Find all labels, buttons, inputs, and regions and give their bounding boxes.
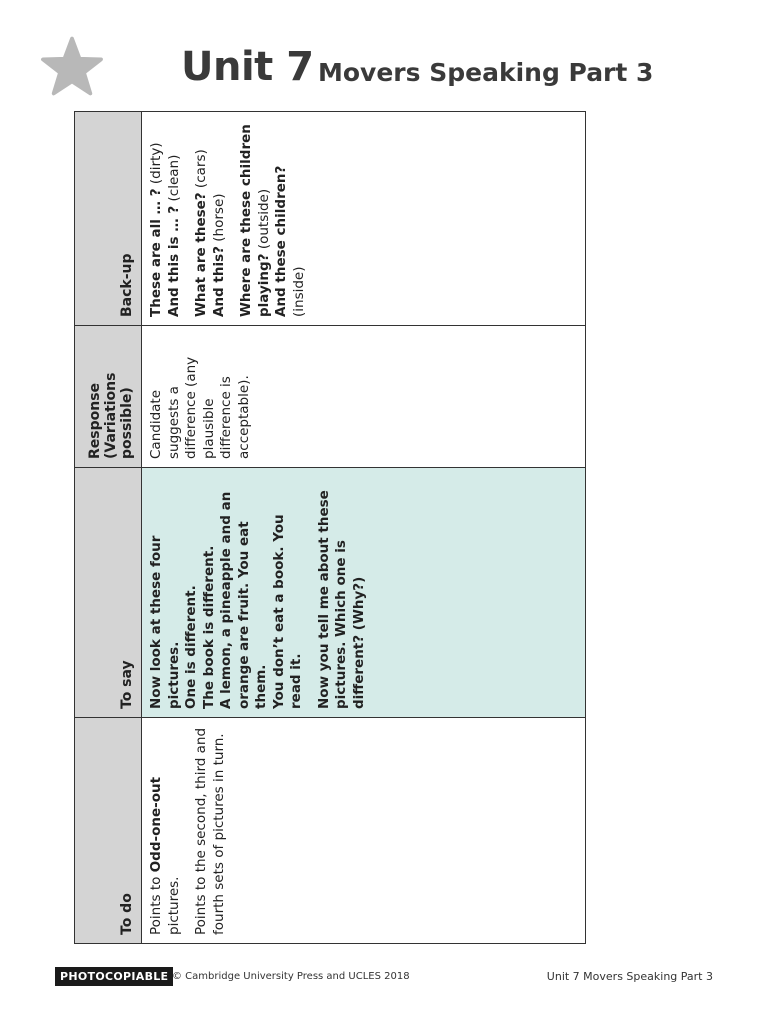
cell-response: Candidate suggests a difference (any plausible difference is acceptable). — [142, 326, 586, 468]
header-response-line: (Variations — [103, 372, 119, 459]
backup-answer: (outside) — [255, 188, 272, 254]
backup-line — [238, 120, 273, 317]
cell-to-say — [142, 468, 586, 718]
header-backup: Back-up — [75, 112, 142, 326]
backup-group-1 — [148, 120, 183, 317]
backup-line — [166, 120, 184, 317]
to-say-line: One is different. — [183, 585, 199, 709]
header-to-say: To say — [75, 468, 142, 718]
backup-line — [193, 120, 211, 317]
backup-question: And this? — [210, 246, 227, 317]
star-icon — [40, 36, 104, 96]
to-do-paragraph-1 — [148, 726, 183, 935]
backup-line — [273, 120, 308, 317]
page-subtitle: Movers Speaking Part 3 — [318, 58, 654, 87]
header-response-line: possible) — [119, 387, 135, 459]
backup-question: And this is … ? — [165, 205, 182, 317]
cell-to-do — [142, 718, 586, 944]
to-say-line: You don’t eat a book. You read it. — [270, 514, 304, 709]
backup-answer: (dirty) — [148, 142, 164, 189]
content-row — [142, 112, 586, 944]
backup-answer: (horse) — [210, 193, 227, 247]
backup-answer: (clean) — [165, 154, 182, 206]
header-row — [75, 112, 142, 944]
backup-question: These are all … ? — [148, 188, 164, 317]
backup-answer: (cars) — [193, 149, 209, 193]
cell-backup — [142, 112, 586, 326]
backup-question: Where are these children playing? — [238, 124, 272, 317]
to-do-text: Points to — [148, 872, 164, 935]
backup-group-2 — [193, 120, 228, 317]
to-say-line: Now look at these four pictures. — [148, 535, 182, 709]
backup-line — [148, 120, 166, 317]
copyright-text: © Cambridge University Press and UCLES 2018 — [172, 971, 410, 982]
footer-unit-label: Unit 7 Movers Speaking Part 3 — [546, 970, 713, 983]
photocopiable-badge: PHOTOCOPIABLE — [55, 967, 173, 986]
backup-answer: (inside) — [290, 266, 307, 317]
to-say-line: The book is different. — [200, 545, 217, 709]
rotated-table-area — [74, 112, 586, 944]
header-to-do: To do — [75, 718, 142, 944]
header-response — [75, 326, 142, 468]
table-wrap — [74, 112, 586, 944]
backup-question: What are these? — [193, 192, 209, 317]
to-do-text: pictures. — [165, 876, 182, 935]
to-say-line: A lemon, a pineapple and an orange are fruit. You eat them. — [218, 491, 269, 709]
to-do-paragraph-2: Points to the second, third and fourth sets of pictures in turn. — [193, 727, 227, 935]
backup-question: And these children? — [273, 165, 289, 317]
header-response-line: Response — [87, 382, 103, 459]
to-say-paragraph-1 — [148, 476, 306, 709]
backup-line — [211, 120, 229, 317]
page-title: Unit 7 — [181, 44, 314, 90]
to-say-paragraph-2: Now you tell me about these pictures. Which one is different? (Why?) — [315, 490, 367, 709]
speaking-table — [74, 111, 586, 944]
backup-group-3 — [238, 120, 308, 317]
to-do-bold-text: Odd-one-out — [148, 776, 164, 873]
